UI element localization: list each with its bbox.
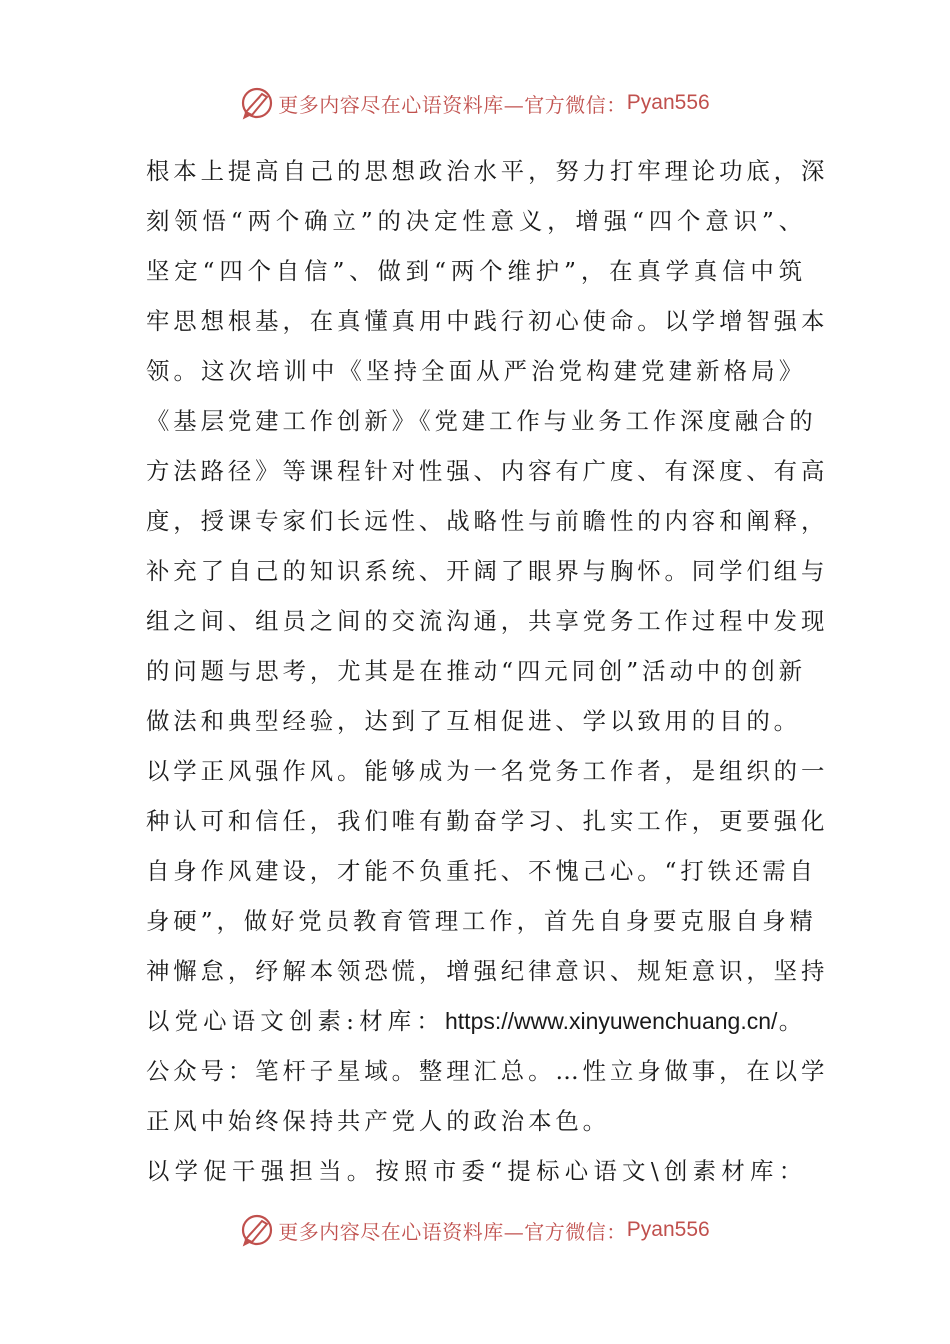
body-line: 以学正风强作风。能够成为一名党务工作者，是组织的一 <box>146 757 829 785</box>
body-line: 身硬”，做好党员教育管理工作，首先自身要克服自身精 <box>146 907 817 935</box>
body-line: 以学促干强担当。按照市委“提标心语文\创素材库： <box>146 1157 806 1185</box>
body-line-with-url <box>146 996 806 1046</box>
body-line: 做法和典型经验，达到了互相促进、学以致用的目的。 <box>146 707 801 735</box>
body-line: 的问题与思考，尤其是在推动“四元同创”活动中的创新 <box>146 657 806 685</box>
body-line: 《基层党建工作创新》《党建工作与业务工作深度融合的 <box>146 407 817 435</box>
body-line: 领。这次培训中《坚持全面从严治党构建党建新格局》 <box>146 357 806 385</box>
body-line: 神懈怠，纾解本领恐慌，增强纪律意识、规矩意识，坚持 <box>146 957 829 985</box>
url-prefix: 以党心语文创素:材库： <box>146 1007 445 1035</box>
footer-banner <box>0 1210 950 1250</box>
body-line: 度，授课专家们长远性、战略性与前瞻性的内容和阐释， <box>146 507 829 535</box>
header-banner-id: Pyan556 <box>626 91 710 114</box>
body-line: 组之间、组员之间的交流沟通，共享党务工作过程中发现 <box>146 607 829 635</box>
footer-banner-text: 更多内容尽在心语资料库—官方微信： <box>278 1219 627 1244</box>
body-line: 补充了自己的知识系统、开阔了眼界与胸怀。同学们组与 <box>146 557 829 585</box>
body-line: 牢思想根基，在真懂真用中践行初心使命。以学增智强本 <box>146 307 829 335</box>
footer-banner-id: Pyan556 <box>626 1218 710 1241</box>
pen-logo-icon <box>240 1213 274 1247</box>
body-line: 公众号：笔杆子星域。整理汇总。…性立身做事，在以学 <box>146 1057 829 1085</box>
body-line: 正风中始终保持共产党人的政治本色。 <box>146 1107 610 1135</box>
body-line: 方法路径》等课程针对性强、内容有广度、有深度、有高 <box>146 457 829 485</box>
document-body <box>146 146 829 1196</box>
body-line: 自身作风建设，才能不负重托、不愧己心。“打铁还需自 <box>146 857 817 885</box>
body-line: 种认可和信任，我们唯有勤奋学习、扎实工作，更要强化 <box>146 807 829 835</box>
body-line: 坚定“四个自信”、做到“两个维护”，在真学真信中筑 <box>146 257 806 285</box>
url-suffix: 。 <box>777 1007 806 1035</box>
header-banner-text: 更多内容尽在心语资料库—官方微信： <box>278 92 627 117</box>
body-line: 根本上提高自己的思想政治水平，努力打牢理论功底，深 <box>146 157 829 185</box>
pen-logo-icon <box>240 86 274 120</box>
website-link[interactable]: https://www.xinyuwenchuang.cn/ <box>445 1008 778 1034</box>
body-line: 刻领悟“两个确立”的决定性意义，增强“四个意识”、 <box>146 207 806 235</box>
header-banner <box>0 83 950 123</box>
